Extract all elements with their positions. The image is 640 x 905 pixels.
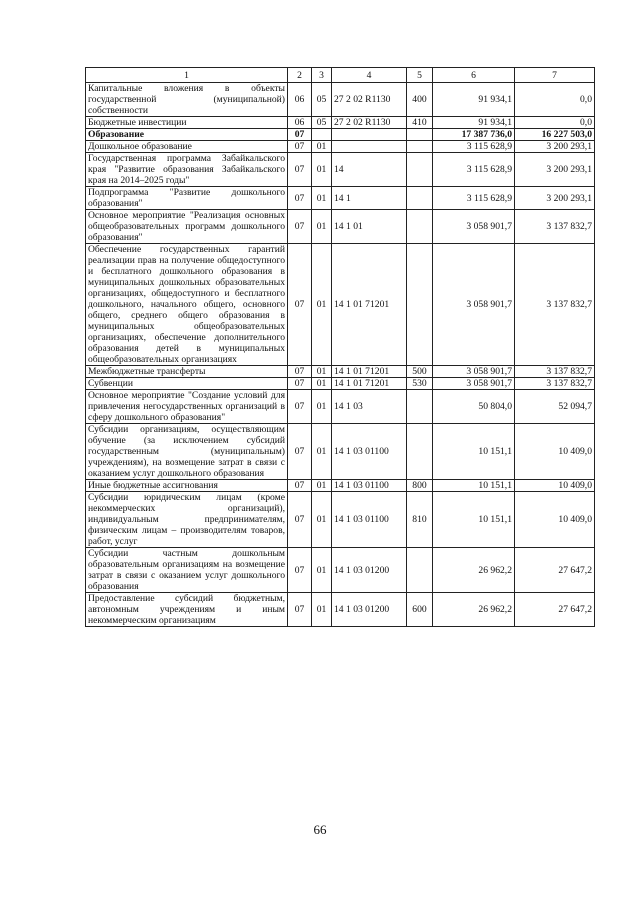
amount-year1-cell: 91 934,1 (433, 117, 515, 129)
section-code-cell: 07 (288, 548, 312, 593)
target-article-cell: 14 1 01 (332, 210, 407, 244)
amount-year1-cell: 10 151,1 (433, 492, 515, 548)
section-code-cell: 07 (288, 593, 312, 627)
amount-year2-cell: 10 409,0 (515, 480, 595, 492)
section-code-cell: 07 (288, 210, 312, 244)
expense-type-cell: 600 (407, 593, 433, 627)
target-article-cell: 14 1 01 71201 (332, 366, 407, 378)
amount-year2-cell: 3 200 293,1 (515, 153, 595, 187)
subsection-code-cell: 01 (312, 244, 332, 366)
section-code-cell: 07 (288, 424, 312, 480)
amount-year2-cell: 3 137 832,7 (515, 378, 595, 390)
expense-type-cell (407, 244, 433, 366)
table-row (86, 480, 595, 492)
section-code-cell: 07 (288, 480, 312, 492)
subsection-code-cell: 01 (312, 153, 332, 187)
subsection-code-cell: 01 (312, 492, 332, 548)
expense-type-cell: 400 (407, 83, 433, 117)
table-row (86, 244, 595, 366)
header-cell: 6 (433, 68, 515, 83)
section-code-cell: 07 (288, 153, 312, 187)
expense-type-cell (407, 129, 433, 141)
item-name-cell: Государственная программа Забайкальского края "Развитие образования Забайкальского края на 2014–2025 годы" (86, 153, 288, 187)
table-row (86, 366, 595, 378)
target-article-cell: 14 1 03 01200 (332, 593, 407, 627)
page-number: 66 (313, 822, 327, 837)
section-code-cell: 07 (288, 244, 312, 366)
expense-type-cell (407, 153, 433, 187)
target-article-cell: 27 2 02 R1130 (332, 83, 407, 117)
expense-type-cell (407, 141, 433, 153)
amount-year2-cell: 3 200 293,1 (515, 187, 595, 210)
header-cell: 4 (332, 68, 407, 83)
amount-year2-cell: 0,0 (515, 83, 595, 117)
budget-table (85, 67, 595, 627)
subsection-code-cell: 01 (312, 593, 332, 627)
item-name-cell: Межбюджетные трансферты (86, 366, 288, 378)
target-article-cell: 14 (332, 153, 407, 187)
table-row (86, 548, 595, 593)
expense-type-cell: 810 (407, 492, 433, 548)
expense-type-cell: 530 (407, 378, 433, 390)
table-row (86, 492, 595, 548)
header-row (86, 68, 595, 83)
section-code-cell: 07 (288, 366, 312, 378)
amount-year1-cell: 3 058 901,7 (433, 210, 515, 244)
expense-type-cell: 800 (407, 480, 433, 492)
subsection-code-cell: 01 (312, 210, 332, 244)
target-article-cell: 14 1 01 71201 (332, 378, 407, 390)
item-name-cell: Предоставление субсидий бюджетным, автономным учреждениям и иным некоммерческим организациям (86, 593, 288, 627)
amount-year1-cell: 3 115 628,9 (433, 187, 515, 210)
amount-year1-cell: 26 962,2 (433, 593, 515, 627)
target-article-cell (332, 141, 407, 153)
amount-year2-cell: 3 137 832,7 (515, 366, 595, 378)
section-code-cell: 07 (288, 492, 312, 548)
item-name-cell: Субвенции (86, 378, 288, 390)
table-body (86, 83, 595, 627)
amount-year1-cell: 91 934,1 (433, 83, 515, 117)
subsection-code-cell: 01 (312, 480, 332, 492)
amount-year2-cell: 3 137 832,7 (515, 244, 595, 366)
expense-type-cell: 500 (407, 366, 433, 378)
target-article-cell: 14 1 03 01200 (332, 548, 407, 593)
amount-year2-cell: 3 137 832,7 (515, 210, 595, 244)
expense-type-cell (407, 390, 433, 424)
amount-year1-cell: 10 151,1 (433, 480, 515, 492)
target-article-cell: 14 1 (332, 187, 407, 210)
section-code-cell: 07 (288, 129, 312, 141)
section-code-cell: 07 (288, 141, 312, 153)
header-cell: 7 (515, 68, 595, 83)
section-code-cell: 07 (288, 187, 312, 210)
target-article-cell: 14 1 03 (332, 390, 407, 424)
item-name-cell: Субсидии частным дошкольным образовательным организациям на возмещение затрат в связи с оказанием услуг дошкольного образования (86, 548, 288, 593)
table-row (86, 390, 595, 424)
amount-year1-cell: 3 058 901,7 (433, 378, 515, 390)
item-name-cell: Основное мероприятие "Реализация основных общеобразовательных программ дошкольного образования" (86, 210, 288, 244)
table-row (86, 153, 595, 187)
target-article-cell: 14 1 03 01100 (332, 424, 407, 480)
amount-year1-cell: 3 058 901,7 (433, 244, 515, 366)
section-code-cell: 07 (288, 390, 312, 424)
amount-year1-cell: 50 804,0 (433, 390, 515, 424)
table-row (86, 210, 595, 244)
target-article-cell: 14 1 03 01100 (332, 492, 407, 548)
amount-year2-cell: 0,0 (515, 117, 595, 129)
header-cell: 2 (288, 68, 312, 83)
amount-year1-cell: 10 151,1 (433, 424, 515, 480)
header-cell: 5 (407, 68, 433, 83)
amount-year2-cell: 27 647,2 (515, 548, 595, 593)
item-name-cell: Капитальные вложения в объекты государственной (муниципальной) собственности (86, 83, 288, 117)
expense-type-cell (407, 548, 433, 593)
item-name-cell: Образование (86, 129, 288, 141)
item-name-cell: Обеспечение государственных гарантий реализации прав на получение общедоступного и бесплатного дошкольного образования в муниципальных дошкольных образовательных организациях, общедоступного и бесплатного дошкольного, начального общего, основного общего, среднего общего образования в муниципальных общеобразовательных организациях, обеспечение дополнительного образования детей в муниципальных общеобразовательных организациях (86, 244, 288, 366)
amount-year1-cell: 17 387 736,0 (433, 129, 515, 141)
subsection-code-cell: 01 (312, 141, 332, 153)
target-article-cell: 27 2 02 R1130 (332, 117, 407, 129)
expense-type-cell (407, 187, 433, 210)
target-article-cell: 14 1 03 01100 (332, 480, 407, 492)
subsection-code-cell: 01 (312, 378, 332, 390)
amount-year1-cell: 26 962,2 (433, 548, 515, 593)
amount-year2-cell: 27 647,2 (515, 593, 595, 627)
amount-year1-cell: 3 115 628,9 (433, 153, 515, 187)
subsection-code-cell: 05 (312, 83, 332, 117)
subsection-code-cell: 01 (312, 424, 332, 480)
section-code-cell: 06 (288, 83, 312, 117)
section-code-cell: 07 (288, 378, 312, 390)
header-cell: 1 (86, 68, 288, 83)
item-name-cell: Субсидии организациям, осуществляющим обучение (за исключением субсидий государственным (муниципальным) учреждениям), на возмещение затрат в связи с оказанием услуг дошкольного образования (86, 424, 288, 480)
amount-year2-cell: 10 409,0 (515, 492, 595, 548)
table-row (86, 117, 595, 129)
amount-year2-cell: 52 094,7 (515, 390, 595, 424)
subsection-code-cell: 01 (312, 187, 332, 210)
section-code-cell: 06 (288, 117, 312, 129)
subsection-code-cell (312, 129, 332, 141)
table-row (86, 141, 595, 153)
target-article-cell: 14 1 01 71201 (332, 244, 407, 366)
item-name-cell: Дошкольное образование (86, 141, 288, 153)
amount-year1-cell: 3 115 628,9 (433, 141, 515, 153)
header-cell: 3 (312, 68, 332, 83)
target-article-cell (332, 129, 407, 141)
amount-year2-cell: 16 227 503,0 (515, 129, 595, 141)
subsection-code-cell: 01 (312, 366, 332, 378)
item-name-cell: Иные бюджетные ассигнования (86, 480, 288, 492)
table-row (86, 187, 595, 210)
item-name-cell: Субсидии юридическим лицам (кроме некоммерческих организаций), индивидуальным предпринимателям, физическим лицам – производителям товаров, работ, услуг (86, 492, 288, 548)
amount-year2-cell: 3 200 293,1 (515, 141, 595, 153)
expense-type-cell (407, 210, 433, 244)
amount-year1-cell: 3 058 901,7 (433, 366, 515, 378)
expense-type-cell (407, 424, 433, 480)
subsection-code-cell: 05 (312, 117, 332, 129)
table-row (86, 424, 595, 480)
subsection-code-cell: 01 (312, 548, 332, 593)
subsection-code-cell: 01 (312, 390, 332, 424)
item-name-cell: Бюджетные инвестиции (86, 117, 288, 129)
item-name-cell: Подпрограмма "Развитие дошкольного образования" (86, 187, 288, 210)
amount-year2-cell: 10 409,0 (515, 424, 595, 480)
table-row (86, 378, 595, 390)
table-row (86, 129, 595, 141)
table-row (86, 593, 595, 627)
expense-type-cell: 410 (407, 117, 433, 129)
item-name-cell: Основное мероприятие "Создание условий для привлечения негосударственных организаций в сферу дошкольного образования" (86, 390, 288, 424)
table-row (86, 83, 595, 117)
